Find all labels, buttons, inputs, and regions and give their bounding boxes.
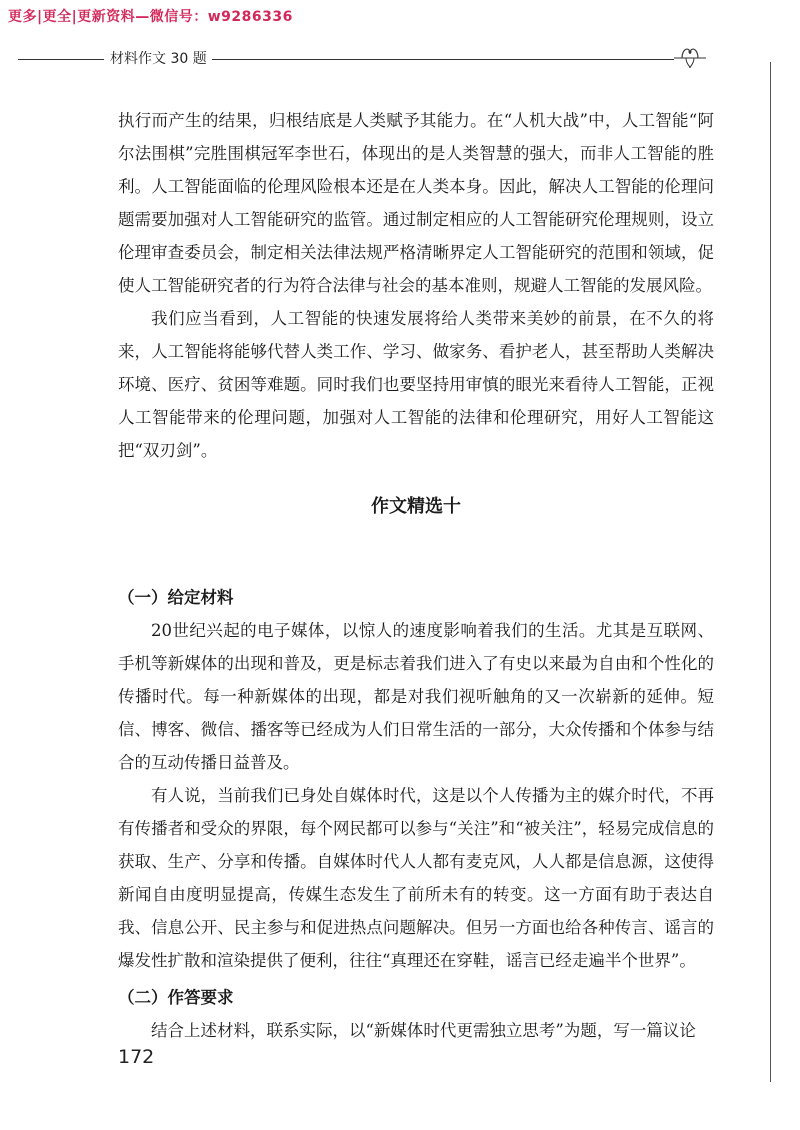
page-right-edge bbox=[770, 62, 771, 1082]
ornament-icon bbox=[672, 44, 708, 70]
paragraph-continued: 执行而产生的结果，归根结底是人类赋予其能力。在“人机大战”中，人工智能“阿尔法围棋”完胜围棋冠军李世石，体现出的是人类智慧的强大，而非人工智能的胜利。人工智能面临的伦理风险根本还是在人类本身。因此，解决人工智能的伦理问题需要加强对人工智能研究的监管。通过制定相应的人工智能研究伦理规则，设立伦理审查委员会，制定相关法律法规严格清晰界定人工智能研究的范围和领域，促使人工智能研究者的行为符合法律与社会的基本准则，规避人工智能的发展风险。 bbox=[118, 111, 714, 295]
page-content bbox=[118, 104, 714, 1047]
part1-heading: （一）给定材料 bbox=[118, 588, 234, 607]
watermark-banner: 更多|更全|更新资料—微信号：w9286336 bbox=[8, 9, 293, 25]
header-rule-left bbox=[18, 59, 104, 60]
section-title: 作文精选十 bbox=[371, 496, 461, 517]
running-header bbox=[0, 44, 800, 74]
part2-heading: （二）作答要求 bbox=[118, 988, 234, 1007]
part1-paragraph-1: 20世纪兴起的电子媒体，以惊人的速度影响着我们的生活。尤其是互联网、手机等新媒体的出现和普及，更是标志着我们进入了有史以来最为自由和个性化的传播时代。每一种新媒体的出现，都是对我们视听触角的又一次崭新的延伸。短信、博客、微信、播客等已经成为人们日常生活的一部分，大众传播和个体参与结合的互动传播日益普及。 bbox=[118, 621, 714, 772]
page-number: 172 bbox=[118, 1046, 155, 1068]
part1-paragraph-2: 有人说，当前我们已身处自媒体时代，这是以个人传播为主的媒介时代，不再有传播者和受众的界限，每个网民都可以参与“关注”和“被关注”，轻易完成信息的获取、生产、分享和传播。自媒体时代人人都有麦克风，人人都是信息源，这使得新闻自由度明显提高，传媒生态发生了前所未有的转变。这一方面有助于表达自我、信息公开、民主参与和促进热点问题解决。但另一方面也给各种传言、谣言的爆发性扩散和渲染提供了便利，往往“真理还在穿鞋，谣言已经走遍半个世界”。 bbox=[118, 786, 714, 970]
header-rule-right bbox=[212, 59, 674, 60]
header-title: 材料作文 30 题 bbox=[110, 51, 207, 67]
paragraph-ai-outlook: 我们应当看到，人工智能的快速发展将给人类带来美妙的前景，在不久的将来，人工智能将能够代替人类工作、学习、做家务、看护老人，甚至帮助人类解决环境、医疗、贫困等难题。同时我们也要坚持用审慎的眼光来看待人工智能，正视人工智能带来的伦理问题，加强对人工智能的法律和伦理研究，用好人工智能这把“双刃剑”。 bbox=[118, 309, 714, 460]
part2-paragraph-1: 结合上述材料，联系实际，以“新媒体时代更需独立思考”为题，写一篇议论 bbox=[151, 1021, 696, 1040]
